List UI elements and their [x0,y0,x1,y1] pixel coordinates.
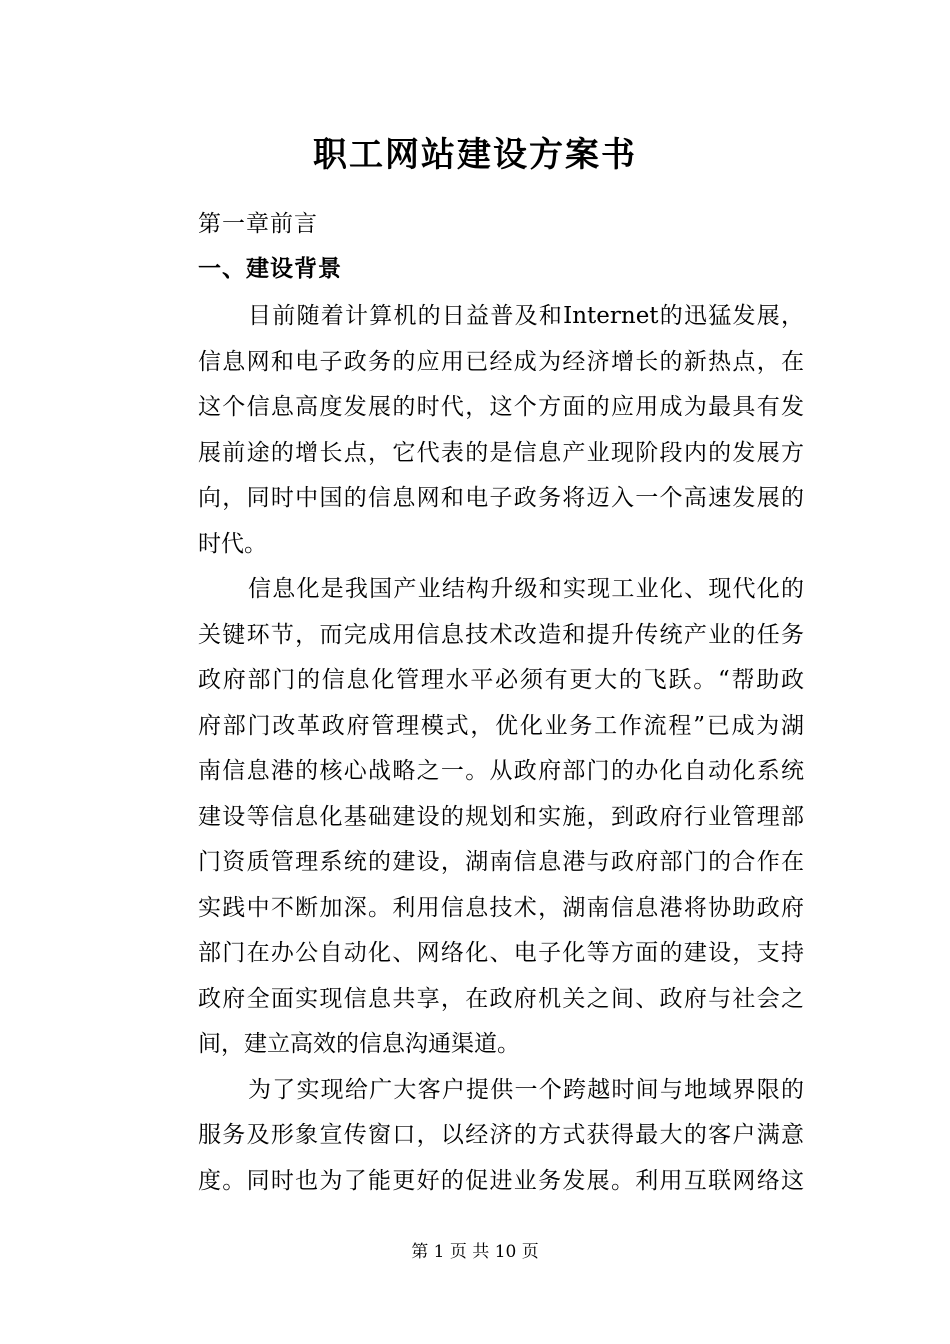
text-line: 政府部门的信息化管理水平必须有更大的飞跃。“帮助政 [198,667,804,693]
text-line: 信息化是我国产业结构升级和实现工业化、现代化的 [248,576,804,602]
section-heading: 一、建设背景 [198,256,342,282]
text-line: 关键环节，而完成用信息技术改造和提升传统产业的任务 [198,621,804,648]
page-footer: 第 1 页 共 10 页 [411,1242,539,1262]
text-line: 部门在办公自动化、网络化、电子化等方面的建设，支持 [198,940,804,966]
text-line: 实践中不断加深。利用信息技术，湖南信息港将协助政府 [198,894,804,921]
text-line: 建设等信息化基础建设的规划和实施，到政府行业管理部 [198,803,804,830]
document-body [148,294,804,1204]
text-line: 度。同时也为了能更好的促进业务发展。利用互联网络这 [198,1167,804,1194]
text-line: 为了实现给广大客户提供一个跨越时间与地域界限的 [248,1076,804,1103]
text-line: 向，同时中国的信息网和电子政务将迈入一个高速发展的 [198,485,804,511]
text-line: 这个信息高度发展的时代，这个方面的应用成为最具有发 [198,394,804,420]
text-line: 展前途的增长点，它代表的是信息产业现阶段内的发展方 [198,439,804,466]
text-line: 服务及形象宣传窗口，以经济的方式获得最大的客户满意 [198,1122,804,1148]
text-line: 间，建立高效的信息沟通渠道。 [198,1031,520,1057]
paragraph-3 [148,1068,804,1205]
text-line: 府部门改革政府管理模式，优化业务工作流程”已成为湖 [198,712,804,739]
document-title: 职工网站建设方案书 [313,135,637,175]
paragraph-1 [148,294,804,567]
text-line: 目前随着计算机的日益普及和Internet的迅猛发展， [248,303,804,329]
text-line: 信息网和电子政务的应用已经成为经济增长的新热点，在 [198,348,804,375]
text-line: 政府全面实现信息共享，在政府机关之间、政府与社会之 [198,985,804,1012]
text-line: 门资质管理系统的建设，湖南信息港与政府部门的合作在 [198,849,804,875]
text-line: 南信息港的核心战略之一。从政府部门的办化自动化系统 [198,758,804,784]
paragraph-2 [148,567,804,1068]
chapter-heading: 第一章前言 [198,211,318,237]
text-line: 时代。 [198,530,267,557]
